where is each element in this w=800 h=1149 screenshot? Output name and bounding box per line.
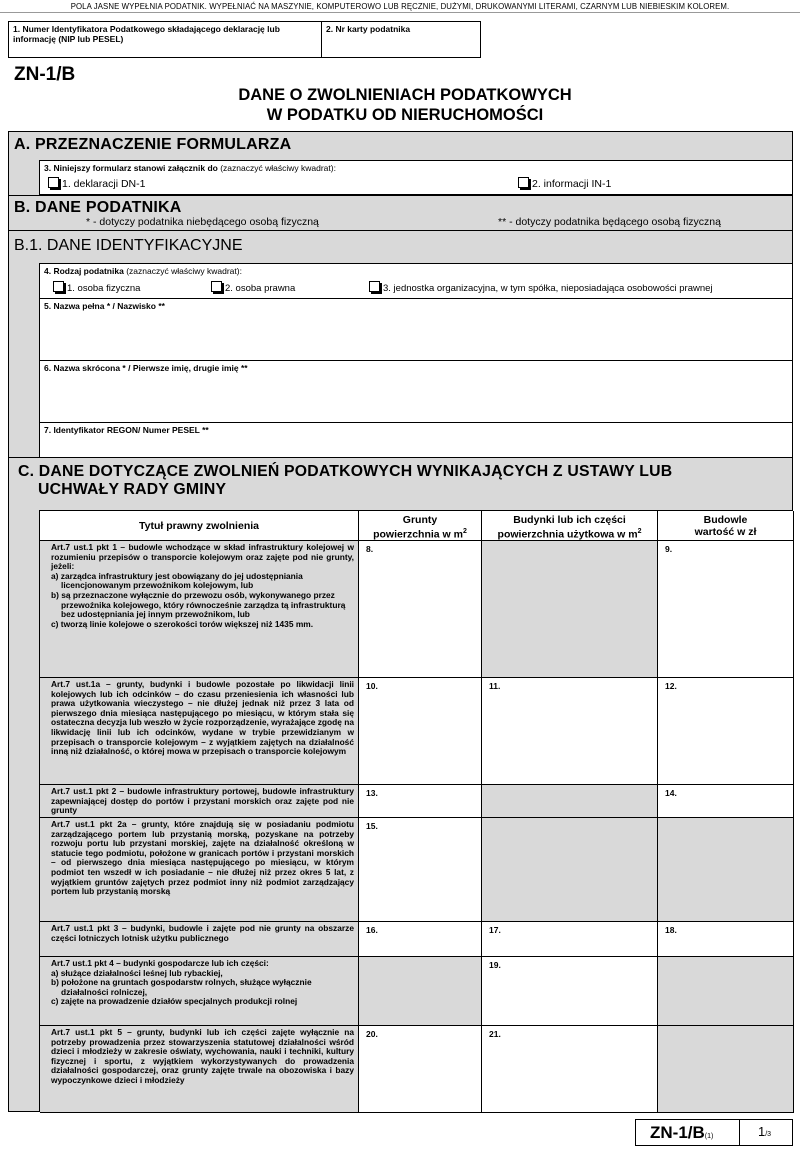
option-jednostka-label: 3. jednostka organizacyjna, w tym spółka, nieposiadająca osobowości prawnej: [383, 283, 713, 294]
cell-grunty[interactable]: 13.: [359, 785, 482, 818]
section-b-note2: ** - dotyczy podatnika będącego osobą fizyczną: [498, 216, 721, 228]
row-title-line: c) tworzą linie kolejowe o szerokości torów większej niż 1435 mm.: [51, 618, 314, 629]
cell-budowle: [658, 818, 794, 922]
field-nazwa-skrocona-label: 6. Nazwa skrócona * / Pierwsze imię, drugie imię **: [44, 363, 248, 373]
cell-budowle: [658, 957, 794, 1026]
section-b1-title: B.1. DANE IDENTYFIKACYJNE: [14, 237, 243, 254]
row-title-line: Art.7 ust.1a – grunty, budynki i budowle pozostałe po likwidacji linii kolejowych lub ich odcinków – do czasu przeniesienia ich własności lub prawa użytkowania wieczystego – nie dłużej jednak niż przez 3 lata od pierwszego dnia miesiąca następującego po miesiącu, w którym stała się ostateczna decyzja lub weszło w życie rozporządzenie, wyrażające zgodę na likwidację linii lub ich odcinków, wydane w trybie przewidzianym w przepisach o transporcie kolejowym – z wyjątkiem zajętych na działalność inną niż działalność, o której mowa w przepisach o transporcie kolejowym: [51, 679, 354, 757]
cell-grunty[interactable]: 20.: [359, 1026, 482, 1113]
header-budynki: Budynki lub ich części powierzchnia użytkowa w $m^2$: [482, 511, 658, 541]
cell-grunty[interactable]: 10.: [359, 678, 482, 785]
row-title-line: Art.7 ust.1 pkt 1 – budowle wchodzące w skład infrastruktury kolejowej w rozumieniu przepisów o transporcie kolejowym oraz zajęte pod nie grunty, jeżeli:: [51, 542, 354, 572]
cell-grunty: [359, 957, 482, 1026]
option-osoba-fizyczna-label: 1. osoba fizyczna: [67, 283, 141, 294]
cell-budynki[interactable]: 19.: [482, 957, 658, 1026]
cell-grunty[interactable]: 15.: [359, 818, 482, 922]
table-row-title: [40, 785, 359, 818]
cell-budynki: [482, 818, 658, 922]
row-title-line: Art.7 ust.1 pkt 4 – budynki gospodarcze lub ich części:: [51, 958, 269, 968]
option-dn1[interactable]: [48, 177, 145, 190]
footer-form-code: ZN-1/B(1): [650, 1123, 714, 1142]
table-row-title: [40, 1026, 359, 1113]
checkbox-osoba-prawna[interactable]: [211, 281, 222, 292]
checkbox-in1[interactable]: [518, 177, 529, 188]
cell-budowle[interactable]: 18.: [658, 922, 794, 957]
field-karta-podatnika-label: 2. Nr karty podatnika: [326, 24, 411, 34]
table-row-title: [40, 818, 359, 922]
table-row-title: [40, 957, 359, 1026]
section-a-title: A. PRZEZNACZENIE FORMULARZA: [14, 136, 292, 153]
option-in1-label: 2. informacji IN-1: [532, 178, 612, 190]
checkbox-osoba-fizyczna[interactable]: [53, 281, 64, 292]
field-4: [39, 263, 793, 299]
cell-budynki[interactable]: 17.: [482, 922, 658, 957]
section-c-title-line2: UCHWAŁY RADY GMINY: [38, 481, 227, 498]
section-b-title: B. DANE PODATNIKA: [14, 199, 182, 216]
option-osoba-prawna[interactable]: [211, 281, 295, 294]
cell-budowle[interactable]: 12.: [658, 678, 794, 785]
cell-budynki: [482, 541, 658, 678]
cell-grunty[interactable]: 16.: [359, 922, 482, 957]
cell-grunty[interactable]: 8.: [359, 541, 482, 678]
field-nazwa-pelna[interactable]: [39, 298, 793, 361]
row-title-line: a) służące działalności leśnej lub rybackiej,: [51, 967, 223, 978]
option-dn1-label: 1. deklaracji DN-1: [62, 178, 146, 190]
row-title-line: b) są przeznaczone wyłącznie do przewozu osób, wykonywanego przez przewoźnika kolejowego, który równocześnie zarządza tą infrastrukturą bez udostępniania jej innym przewoźnikom, lub: [51, 589, 346, 620]
field-regon-pesel-label: 7. Identyfikator REGON/ Numer PESEL **: [44, 425, 209, 435]
footer-box: [635, 1119, 793, 1146]
field-nazwa-skrocona[interactable]: [39, 360, 793, 423]
cell-budynki: [482, 785, 658, 818]
row-title-line: c) zajęte na prowadzenie działów specjalnych produkcji rolnej: [51, 996, 298, 1007]
cell-budynki[interactable]: 21.: [482, 1026, 658, 1113]
option-osoba-fizyczna[interactable]: [53, 281, 140, 294]
checkbox-jednostka[interactable]: [369, 281, 380, 292]
field-nip-pesel[interactable]: [8, 21, 322, 58]
section-c-title-line1: C. DANE DOTYCZĄCE ZWOLNIEŃ PODATKOWYCH WYNIKAJĄCYCH Z USTAWY LUB: [18, 463, 673, 480]
row-title-line: Art.7 ust.1 pkt 2 – budowle infrastruktury portowej, budowle infrastruktury zapewniającej dostęp do portów i przystani morskich oraz zajęte pod nie grunty: [51, 786, 354, 816]
field-karta-podatnika[interactable]: [321, 21, 481, 58]
cell-budowle: [658, 1026, 794, 1113]
cell-budowle[interactable]: 14.: [658, 785, 794, 818]
field-nazwa-pelna-label: 5. Nazwa pełna * / Nazwisko **: [44, 301, 165, 311]
footer-page: 1/3: [758, 1124, 772, 1139]
option-in1[interactable]: [518, 177, 611, 190]
row-title-line: a) zarządca infrastruktury jest obowiązany do jej udostępniania licencjonowanym przewoźnikom kolejowym, lub: [51, 570, 303, 591]
top-instruction: POLA JASNE WYPEŁNIA PODATNIK. WYPEŁNIAĆ NA MASZYNIE, KOMPUTEROWO LUB RĘCZNIE, DUŻYMI, DRUKOWANYMI LITERAMI, CZARNYM LUB NIEBIESKIM KOLOREM.: [0, 0, 800, 13]
option-jednostka[interactable]: [369, 281, 713, 294]
cell-budynki[interactable]: 11.: [482, 678, 658, 785]
row-title-line: Art.7 ust.1 pkt 3 – budynki, budowle i zajęte pod nie grunty na obszarze części lotniczych lotnisk użytku publicznego: [51, 923, 354, 943]
field-4-label: 4. Rodzaj podatnika: [44, 266, 124, 276]
row-title-line: Art.7 ust.1 pkt 5 – grunty, budynki lub ich części zajęte wyłącznie na potrzeby prowadzenia przez stowarzyszenia statutowej działalności wśród dzieci i młodzieży w zakresie oświaty, wychowania, nauki i techniki, kultury fizycznej i sportu, z wyjątkiem wykorzystywanych do prowadzenia działalności gospodarczej, oraz grunty zajęte trwale na obozowiska i bazy wypoczynkowe dzieci i młodzieży: [51, 1027, 354, 1085]
form-code: ZN-1/B: [14, 64, 76, 85]
row-title-line: Art.7 ust.1 pkt 2a – grunty, które znajdują się w posiadaniu podmiotu zarządzającego portem lub przystanią morską, pozyskane na potrzeby rozwoju portu lub przystani morskiej, zajęte na działalność określoną w statucie tego podmiotu, położone w granicach portów i przystani morskich – od pierwszego dnia miesiąca następującego po miesiącu, w którym podmiot ten wszedł w ich posiadanie – nie dłużej niż przez okres 5 lat, z wyjątkiem gruntów zajętych przez podmiot inny niż podmiot zarządzający portem lub przystanią morską: [51, 819, 354, 897]
title-line2: W PODATKU OD NIERUCHOMOŚCI: [266, 106, 544, 124]
exemption-table: [39, 510, 793, 1112]
field-4-hint: (zaznaczyć właściwy kwadrat):: [126, 266, 242, 276]
section-b-note1: * - dotyczy podatnika niebędącego osobą fizyczną: [86, 216, 319, 228]
table-row-title: [40, 678, 359, 785]
option-osoba-prawna-label: 2. osoba prawna: [225, 283, 296, 294]
checkbox-dn1[interactable]: [48, 177, 59, 188]
header-grunty: Grunty powierzchnia w $m^2$: [359, 511, 482, 541]
table-row-title: [40, 541, 359, 678]
header-tytul: Tytuł prawny zwolnienia: [40, 511, 359, 541]
field-3-hint: (zaznaczyć właściwy kwadrat):: [220, 163, 336, 173]
title-line1: DANE O ZWOLNIENIACH PODATKOWYCH: [238, 86, 572, 104]
header-budowle: Budowle wartość w zł: [658, 511, 794, 541]
field-3: [39, 160, 793, 195]
field-nip-pesel-label: 1. Numer Identyfikatora Podatkowego składającego deklarację lub informację (NIP lub PESEL): [13, 24, 280, 44]
table-row-title: [40, 922, 359, 957]
field-3-label: 3. Niniejszy formularz stanowi załącznik do: [44, 163, 218, 173]
field-regon-pesel[interactable]: [39, 422, 793, 458]
row-title-line: b) położone na gruntach gospodarstw rolnych, służące wyłącznie działalności rolniczej,: [51, 977, 312, 997]
cell-budowle[interactable]: 9.: [658, 541, 794, 678]
